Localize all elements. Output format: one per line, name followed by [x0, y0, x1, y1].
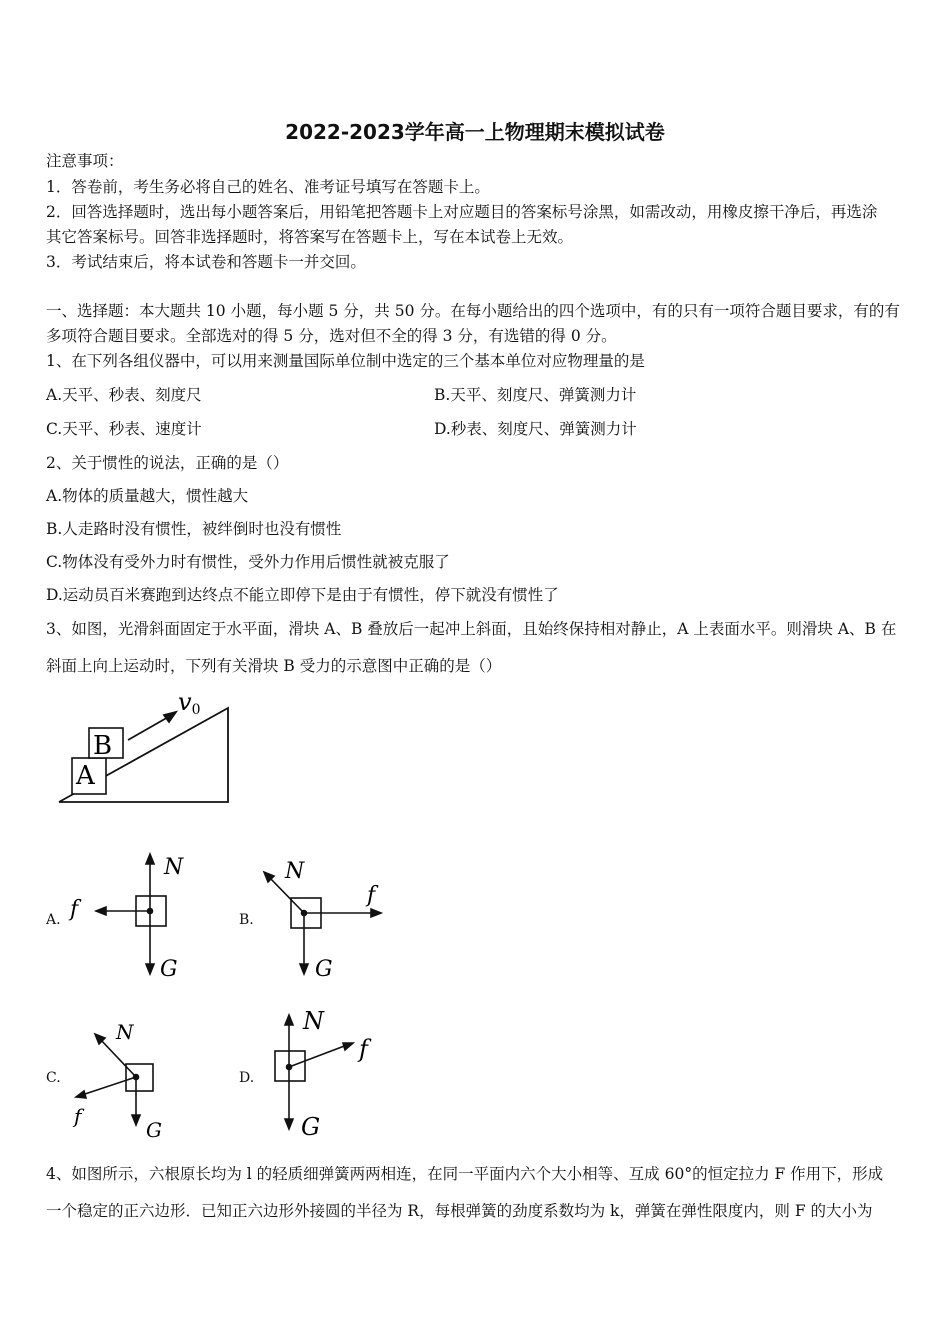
notice-item: 3．考试结束后，将本试卷和答题卡一并交回。 — [46, 253, 366, 271]
f-label: f — [367, 883, 376, 908]
q3-stem: 3、如图，光滑斜面固定于水平面，滑块 A、B 叠放后一起冲上斜面，且始终保持相对静止，A 上表面水平。则滑块 A、B 在 — [46, 620, 897, 638]
notice-item: 1．答卷前，考生务必将自己的姓名、准考证号填写在答题卡上。 — [46, 178, 490, 196]
block-a-label: A — [76, 761, 95, 791]
q1-option-b: B.天平、刻度尺、弹簧测力计 — [434, 386, 637, 404]
section-intro: 一、选择题：本大题共 10 小题，每小题 5 分，共 50 分。在每小题给出的四个选项中，有的只有一项符合题目要求，有的有 — [46, 302, 900, 320]
n-label: N — [164, 855, 184, 880]
force-diagram-c — [60, 1015, 200, 1145]
q2-option-c: C.物体没有受外力时有惯性，受外力作用后惯性就被克服了 — [46, 553, 450, 571]
f-label: f — [70, 897, 79, 922]
notice-item: 其它答案标号。回答非选择题时，将答案写在答题卡上，写在本试卷上无效。 — [46, 228, 574, 246]
velocity-label: v0 — [178, 688, 201, 718]
q3-stem: 斜面上向上运动时，下列有关滑块 B 受力的示意图中正确的是（） — [46, 657, 502, 675]
q2-option-a: A.物体的质量越大，惯性越大 — [46, 487, 249, 505]
q1-option-a: A.天平、秒表、刻度尺 — [46, 386, 202, 404]
force-diagram-d — [255, 1005, 395, 1141]
force-diagram-b — [255, 850, 395, 982]
g-label: G — [315, 957, 333, 982]
n-label: N — [303, 1007, 324, 1035]
q1-option-c: C.天平、秒表、速度计 — [46, 420, 202, 438]
n-label: N — [116, 1020, 134, 1044]
f-label: f — [74, 1104, 82, 1128]
notice-item: 2．回答选择题时，选出每小题答案后，用铅笔把答题卡上对应题目的答案标号涂黑，如需改动，用橡皮擦干净后，再选涂 — [46, 203, 878, 221]
notice-heading: 注意事项： — [46, 152, 124, 170]
q1-option-d: D.秒表、刻度尺、弹簧测力计 — [434, 420, 637, 438]
force-diagram-a — [60, 850, 200, 982]
q2-option-b: B.人走路时没有惯性，被绊倒时也没有惯性 — [46, 520, 342, 538]
q1-stem: 1、在下列各组仪器中，可以用来测量国际单位制中选定的三个基本单位对应物理量的是 — [46, 352, 645, 370]
g-label: G — [301, 1113, 321, 1141]
incline-figure — [56, 688, 236, 806]
velocity-arrow — [128, 712, 176, 740]
q4-stem: 一个稳定的正六边形．已知正六边形外接圆的半径为 R，每根弹簧的劲度系数均为 k，弹簧在弹性限度内，则 F 的大小为 — [46, 1202, 873, 1220]
q4-stem: 4、如图所示，六根原长均为 l 的轻质细弹簧两两相连，在同一平面内六个大小相等、互成 60°的恒定拉力 F 作用下，形成 — [46, 1165, 884, 1183]
n-label: N — [285, 859, 305, 884]
q3-option-d-label: D. — [239, 1070, 255, 1086]
g-label: G — [160, 957, 178, 982]
g-label: G — [146, 1118, 162, 1142]
q2-option-d: D.运动员百米赛跑到达终点不能立即停下是由于有惯性，停下就没有惯性了 — [46, 586, 559, 604]
page-title: 2022-2023学年高一上物理期末模拟试卷 — [285, 120, 665, 144]
section-intro: 多项符合题目要求。全部选对的得 5 分，选对但不全的得 3 分，有选错的得 0 分。 — [46, 327, 617, 345]
q3-option-a-label: A. — [46, 912, 61, 928]
q3-option-c-label: C. — [46, 1070, 61, 1086]
q2-stem: 2、关于惯性的说法，正确的是（） — [46, 454, 289, 472]
block-b-label: B — [93, 731, 113, 761]
f-label: f — [359, 1035, 368, 1063]
q3-option-b-label: B. — [239, 912, 254, 928]
